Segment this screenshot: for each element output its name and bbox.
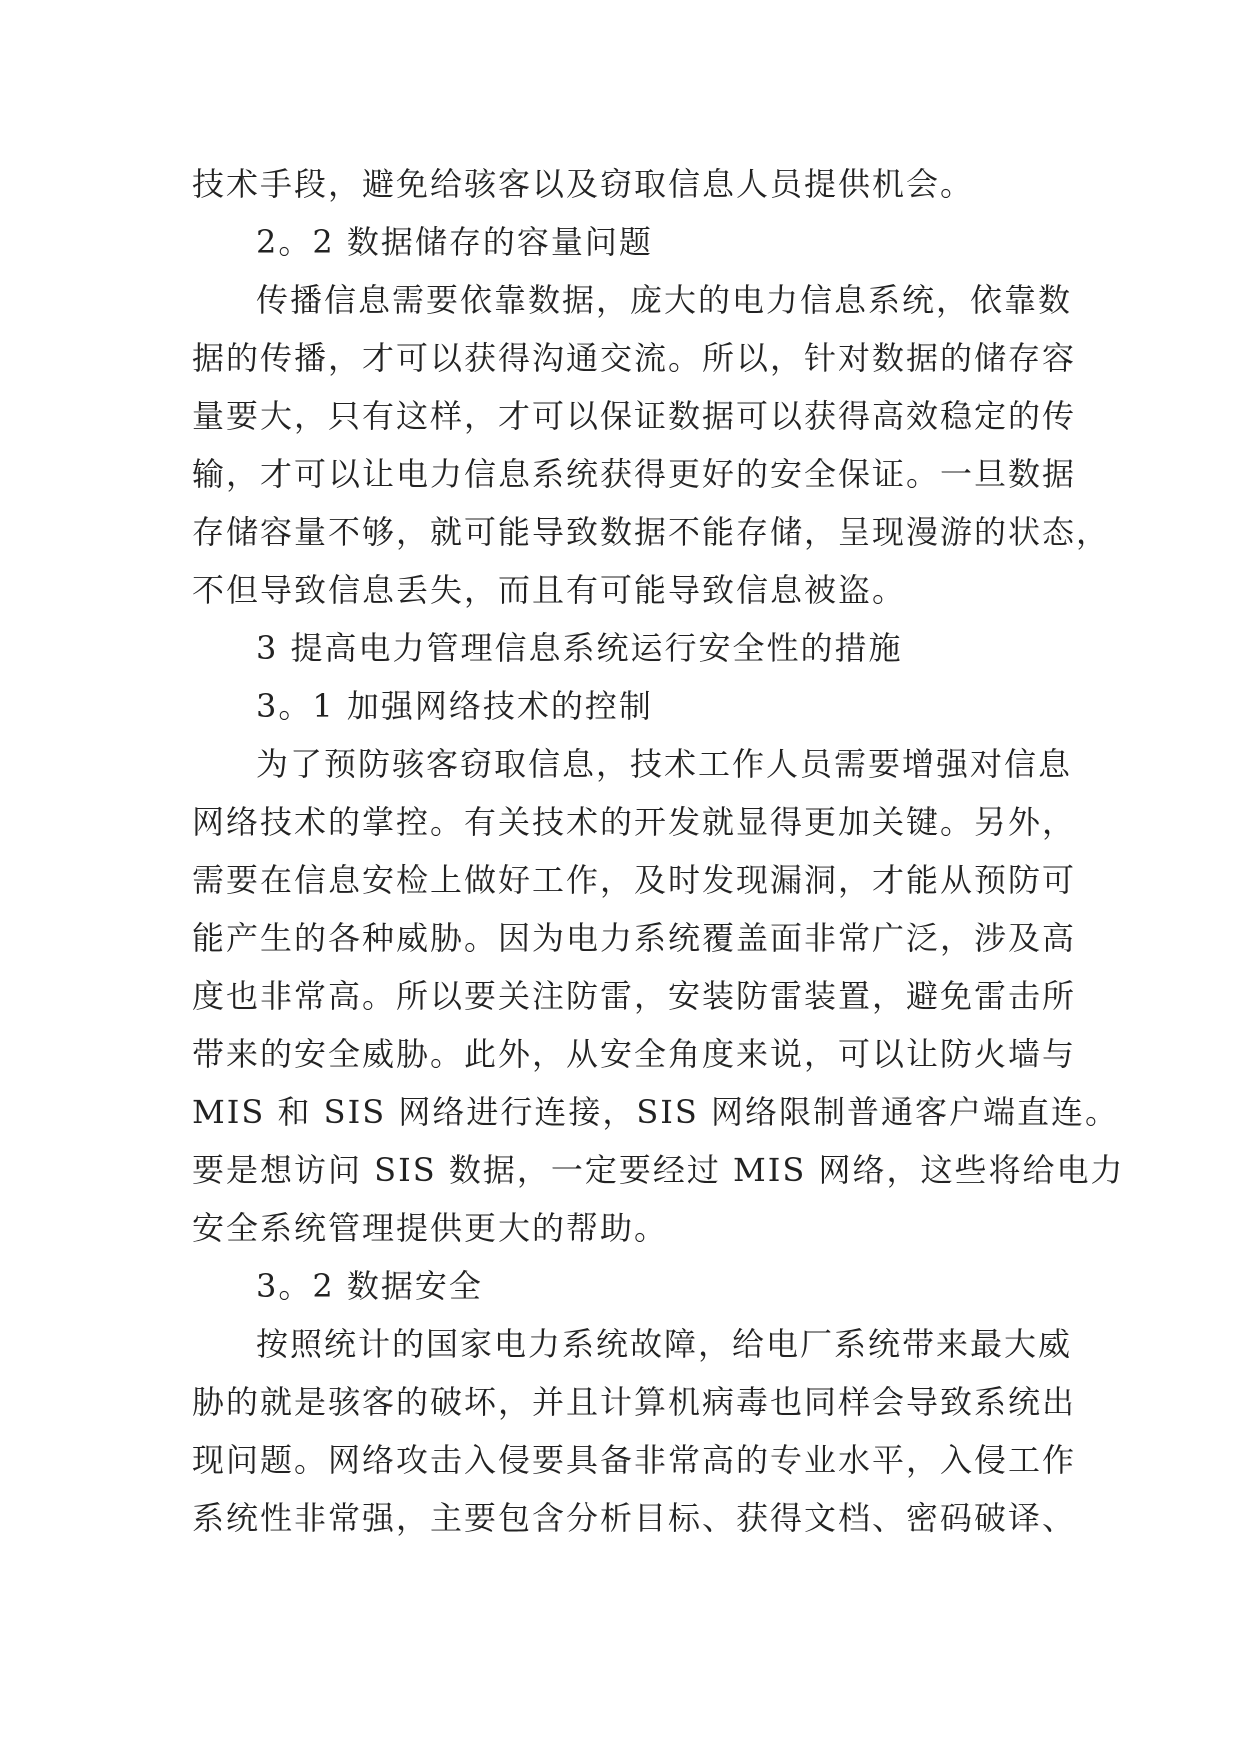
paragraph-line: 需要在信息安检上做好工作，及时发现漏洞，才能从预防可: [192, 861, 1077, 899]
paragraph-line: 胁的就是骇客的破坏，并且计算机病毒也同样会导致系统出: [192, 1383, 1077, 1421]
section-heading-3-1: 3。1 加强网络技术的控制: [256, 687, 653, 725]
paragraph-line: 不但导致信息丢失，而且有可能导致信息被盗。: [192, 571, 907, 609]
section-heading-2-2: 2。2 数据储存的容量问题: [256, 223, 653, 261]
paragraph-line: 输，才可以让电力信息系统获得更好的安全保证。一旦数据: [192, 455, 1077, 493]
paragraph-line: 据的传播，才可以获得沟通交流。所以，针对数据的储存容: [192, 339, 1077, 377]
paragraph-line: 现问题。网络攻击入侵要具备非常高的专业水平，入侵工作: [192, 1441, 1077, 1479]
text-line-continuation: 技术手段，避免给骇客以及窃取信息人员提供机会。: [192, 165, 975, 203]
paragraph-line: 带来的安全威胁。此外，从安全角度来说，可以让防火墙与: [192, 1035, 1077, 1073]
paragraph-line: 能产生的各种威胁。因为电力系统覆盖面非常广泛，涉及高: [192, 919, 1077, 957]
paragraph-line: MIS 和 SIS 网络进行连接，SIS 网络限制普通客户端直连。: [192, 1093, 1119, 1131]
section-heading-3: 3 提高电力管理信息系统运行安全性的措施: [256, 629, 903, 667]
paragraph-line: 为了预防骇客窃取信息，技术工作人员需要增强对信息: [256, 745, 1073, 783]
paragraph-line: 量要大，只有这样，才可以保证数据可以获得高效稳定的传: [192, 397, 1077, 435]
paragraph-line: 按照统计的国家电力系统故障，给电厂系统带来最大威: [256, 1325, 1073, 1363]
paragraph-line: 传播信息需要依靠数据，庞大的电力信息系统，依靠数: [256, 281, 1073, 319]
section-heading-3-2: 3。2 数据安全: [256, 1267, 483, 1305]
paragraph-line: 网络技术的掌控。有关技术的开发就显得更加关键。另外，: [192, 803, 1077, 841]
paragraph-line: 度也非常高。所以要关注防雷，安装防雷装置，避免雷击所: [192, 977, 1077, 1015]
paragraph-line: 安全系统管理提供更大的帮助。: [192, 1209, 669, 1247]
paragraph-line: 存储容量不够，就可能导致数据不能存储，呈现漫游的状态，: [192, 513, 1111, 551]
paragraph-line: 要是想访问 SIS 数据，一定要经过 MIS 网络，这些将给电力: [192, 1151, 1125, 1189]
paragraph-line: 系统性非常强，主要包含分析目标、获得文档、密码破译、: [192, 1499, 1077, 1537]
